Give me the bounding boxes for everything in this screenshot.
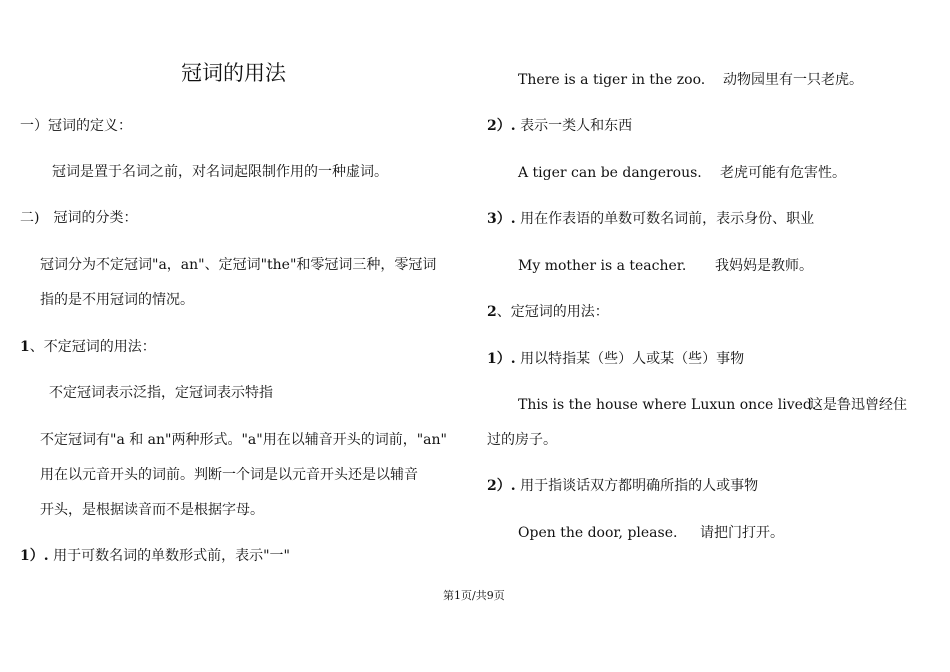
rule-number: 1）. (20, 548, 49, 564)
rule-1 (20, 547, 290, 565)
rule-number: 1）. (487, 351, 516, 367)
rule-text: 用于可数名词的单数形式前，表示"一" (53, 548, 290, 564)
rule-2 (487, 117, 632, 135)
example-2-chinese: 老虎可能有危害性。 (720, 165, 846, 181)
definition-text: 冠词是置于名词之前，对名词起限制作用的一种虚词。 (52, 164, 388, 180)
page-number-footer: 第1页/共9页 (443, 589, 505, 602)
forms-line-3: 开头，是根据读音而不是根据字母。 (40, 502, 264, 518)
example-3-english: My mother is a teacher. (518, 258, 687, 274)
rule-text: 用在作表语的单数可数名词前，表示身份、职业 (520, 211, 815, 227)
section-heading-definite (487, 303, 609, 321)
example-1-english: There is a tiger in the zoo. (518, 72, 706, 88)
example-4-english: This is the house where Luxun once lived. (518, 397, 817, 413)
section-heading-text: 、定冠词的用法： (496, 304, 609, 320)
rule-number: 2）. (487, 118, 516, 134)
definite-rule-2 (487, 477, 758, 495)
example-2-english: A tiger can be dangerous. (518, 165, 702, 181)
forms-line-1: 不定冠词有"a 和 an"两种形式。"a"用在以辅音开头的词前，"an" (40, 432, 447, 448)
section-heading-classification: 二) 冠词的分类： (20, 210, 138, 226)
classification-line-2: 指的是不用冠词的情况。 (40, 292, 194, 308)
contrast-text: 不定冠词表示泛指，定冠词表示特指 (49, 385, 273, 401)
rule-3 (487, 210, 814, 228)
example-4-chinese: 这是鲁迅曾经住 (809, 397, 907, 413)
classification-line-1: 冠词分为不定冠词"a，an"、定冠词"the"和零冠词三种，零冠词 (40, 257, 437, 273)
section-heading-definition: 一）冠词的定义： (20, 118, 132, 134)
section-heading-indefinite (20, 338, 156, 356)
rule-text: 用以特指某（些）人或某（些）事物 (520, 351, 745, 367)
forms-line-2: 用在以元音开头的词前。判断一个词是以元音开头还是以辅音 (40, 467, 418, 483)
rule-number: 2）. (487, 478, 516, 494)
rule-number: 3）. (487, 211, 516, 227)
definite-rule-1 (487, 350, 744, 368)
rule-text: 用于指谈话双方都明确所指的人或事物 (520, 478, 759, 494)
page-title: 冠词的用法 (181, 61, 286, 85)
example-5-chinese: 请把门打开。 (700, 525, 784, 541)
example-3-chinese: 我妈妈是教师。 (715, 258, 813, 274)
section-number: 1 (20, 339, 30, 355)
example-5-english: Open the door, please. (518, 525, 678, 541)
section-heading-text: 、不定冠词的用法： (29, 339, 156, 355)
section-number: 2 (487, 304, 497, 320)
example-4-continuation: 过的房子。 (487, 432, 557, 448)
example-1-chinese: 动物园里有一只老虎。 (723, 72, 863, 88)
rule-text: 表示一类人和东西 (520, 118, 633, 134)
